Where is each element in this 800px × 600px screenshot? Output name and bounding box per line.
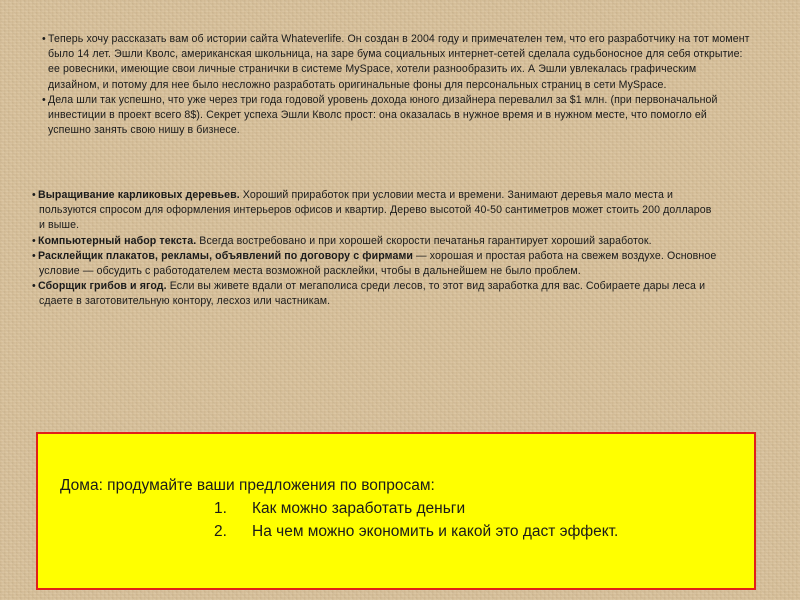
job-description: Хороший приработок при условии места и времени. Занимают деревья мало места и пользуются спросом для оформления интерьеров офисов и квартир. Дерево высотой 40-50 сантиметров может стоить 200 долларов и выше. bbox=[39, 189, 712, 232]
question-text: Как можно заработать деньги bbox=[252, 500, 466, 517]
question-number: 2. bbox=[214, 523, 227, 540]
list-item bbox=[30, 279, 720, 309]
list-item bbox=[30, 188, 720, 234]
job-title: Сборщик грибов и ягод. bbox=[38, 280, 167, 293]
bullet-icon: • bbox=[42, 33, 46, 45]
job-title: Компьютерный набор текста. bbox=[38, 234, 197, 247]
bullet-icon: • bbox=[32, 249, 36, 262]
intro-paragraph-text: Теперь хочу рассказать вам об истории сайта Whateverlife. Он создан в 2004 году и примечателен тем, что его разработчику на тот момент было 14 лет. Эшли Кволс, американская школьница, на заре бума социальных интернет-сетей сделала судьбоносное для себя открытие: ее ровесники, имеющие свои личные странички в системе MySpace, хотели разнообразить их. А Эшли увлекалась графическим дизайном, и потому для нее было несложно разработать оригинальные фоны для персональных страниц в сети MySpace. bbox=[48, 33, 750, 91]
job-title: Расклейщик плакатов, рекламы, объявлений по договору с фирмами bbox=[38, 249, 413, 262]
question-number: 1. bbox=[214, 500, 227, 517]
list-item bbox=[30, 249, 720, 279]
intro-text-block bbox=[40, 32, 750, 138]
bullet-icon: • bbox=[42, 93, 46, 106]
homework-question bbox=[214, 520, 618, 543]
bullet-icon: • bbox=[32, 280, 36, 293]
intro-paragraph bbox=[40, 32, 750, 93]
intro-paragraph-text: Дела шли так успешно, что уже через три года годовой уровень дохода юного дизайнера перевалил за $1 млн. (при первоначальной инвестиции в проект всего 8$). Секрет успеха Эшли Кволс прост: она оказалась в нужное время и в нужном месте, что помогло ей успешно занять свою нишу в бизнесе. bbox=[48, 93, 718, 137]
question-text: На чем можно экономить и какой это даст эффект. bbox=[252, 523, 619, 540]
job-description: — хорошая и простая работа на свежем воздухе. Основное условие — обсудить с работодателем места возможной расклейки, чтобы в дальнейшем не было проблем. bbox=[39, 249, 717, 278]
bullet-icon: • bbox=[32, 189, 36, 201]
job-description: Если вы живете вдали от мегаполиса среди лесов, то этот вид заработка для вас. Собираете дары леса и сдаете в заготовительную контору, лесхоз или частникам. bbox=[39, 280, 706, 308]
job-title: Выращивание карликовых деревьев. bbox=[38, 189, 240, 201]
intro-paragraph bbox=[40, 93, 750, 139]
bullet-icon: • bbox=[32, 234, 36, 247]
homework-question bbox=[214, 497, 465, 520]
list-item bbox=[30, 234, 720, 249]
homework-box bbox=[36, 432, 756, 590]
homework-title: Дома: продумайте ваши предложения по вопросам: bbox=[60, 477, 435, 494]
jobs-list bbox=[30, 188, 720, 310]
job-description: Всегда востребовано и при хорошей скорости печатанья гарантирует хороший заработок. bbox=[196, 234, 652, 247]
